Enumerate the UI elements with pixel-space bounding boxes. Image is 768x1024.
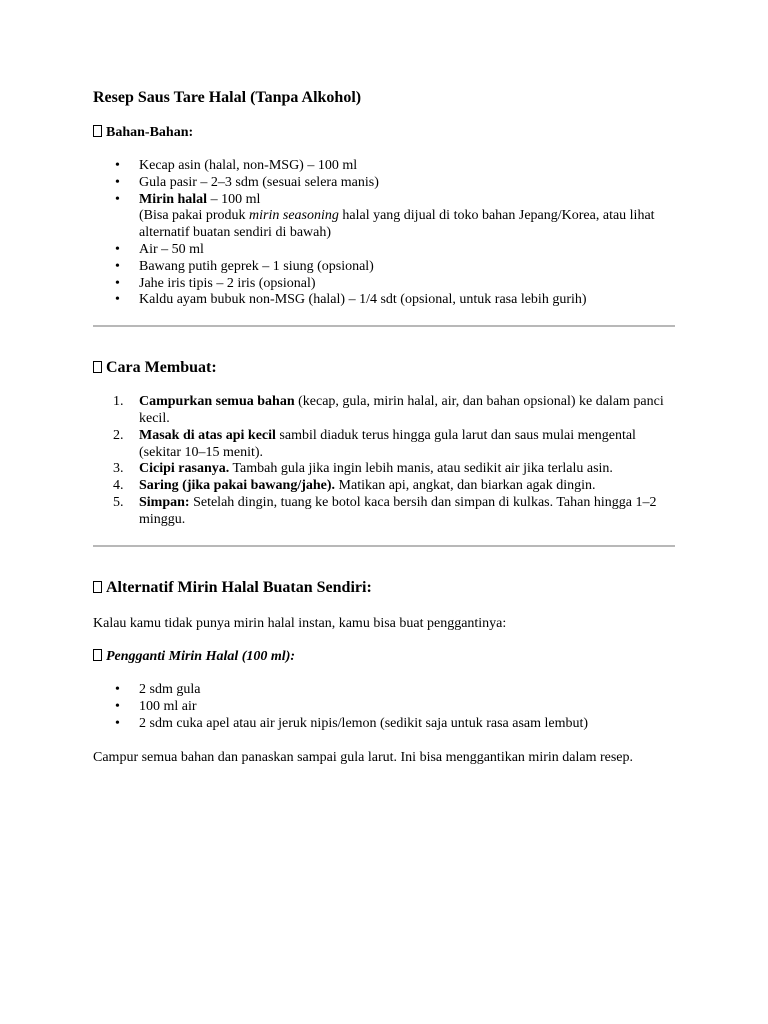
bullet-icon: •	[115, 158, 120, 173]
bullet-icon: •	[115, 275, 120, 291]
ingredient-text: Jahe iris tipis – 2 iris (opsional)	[139, 275, 316, 291]
bullet-icon: •	[115, 174, 120, 190]
alternative-closing: Campur semua bahan dan panaskan sampai gula larut. Ini bisa menggantikan mirin dalam resep.	[93, 749, 634, 765]
list-item	[93, 242, 675, 259]
list-item	[93, 461, 675, 478]
alternative-subheading	[93, 648, 675, 666]
method-steps	[93, 394, 675, 528]
ingredient-note: halal yang dijual di toko bahan Jepang/Korea, atau lihat alternatif buatan sendiri di bawah)	[139, 208, 655, 241]
list-item	[93, 682, 675, 699]
list-item	[93, 394, 675, 428]
list-item	[93, 495, 675, 529]
step-bold: Saring (jika pakai bawang/jahe).	[139, 478, 336, 494]
alternative-item-text: 2 sdm gula	[139, 682, 201, 698]
placeholder-glyph-icon	[93, 125, 102, 137]
ingredient-text: Air – 50 ml	[139, 241, 204, 257]
bullet-icon: •	[115, 699, 120, 715]
method-heading	[93, 358, 675, 378]
bullet-icon: •	[115, 292, 120, 308]
placeholder-glyph-icon	[93, 649, 102, 661]
step-number: 5.	[113, 494, 124, 510]
ingredient-text: Kecap asin (halal, non-MSG) – 100 ml	[139, 158, 358, 173]
ingredient-note-italic: mirin seasoning	[249, 208, 339, 224]
list-item	[93, 192, 675, 242]
ingredients-list	[93, 158, 675, 309]
method-heading-text: Cara Membuat:	[106, 359, 217, 377]
step-bold: Cicipi rasanya.	[139, 461, 230, 477]
step-text: (kecap, gula, mirin halal, air, dan bahan opsional) ke dalam panci kecil.	[139, 394, 664, 426]
list-item	[93, 292, 675, 309]
ingredients-heading	[93, 124, 675, 142]
list-item	[93, 175, 675, 192]
alternative-heading	[93, 578, 675, 598]
alternative-item-text: 100 ml air	[139, 699, 197, 715]
step-bold: Masak di atas api kecil	[139, 427, 276, 443]
bullet-icon: •	[115, 258, 120, 274]
step-number: 4.	[113, 478, 124, 494]
step-text: sambil diaduk terus hingga gula larut dan saus mulai mengental (sekitar 10–15 menit).	[139, 427, 636, 460]
step-number: 3.	[113, 461, 124, 477]
alternative-intro: Kalau kamu tidak punya mirin halal instan, kamu bisa buat penggantinya:	[93, 615, 507, 631]
list-item	[93, 158, 675, 175]
step-text: Setelah dingin, tuang ke botol kaca bersih dan simpan di kulkas. Tahan hingga 1–2 minggu.	[139, 494, 657, 527]
list-item	[93, 478, 675, 495]
list-item	[93, 716, 675, 733]
bullet-icon: •	[115, 715, 120, 731]
ingredient-text: – 100 ml	[207, 191, 261, 207]
placeholder-glyph-icon	[93, 361, 102, 373]
list-item	[93, 699, 675, 716]
step-bold: Campurkan semua bahan	[139, 394, 295, 410]
placeholder-glyph-icon	[93, 581, 102, 593]
divider	[93, 545, 675, 547]
ingredient-text: Gula pasir – 2–3 sdm (sesuai selera manis)	[139, 174, 379, 190]
alternative-heading-text: Alternatif Mirin Halal Buatan Sendiri:	[106, 578, 372, 596]
step-bold: Simpan:	[139, 494, 190, 510]
ingredient-text: Bawang putih geprek – 1 siung (opsional)	[139, 258, 374, 274]
step-text: Tambah gula jika ingin lebih manis, atau sedikit air jika terlalu asin.	[229, 461, 613, 477]
page-title: Resep Saus Tare Halal (Tanpa Alkohol)	[93, 89, 362, 106]
list-item	[93, 428, 675, 462]
alternative-item-text: 2 sdm cuka apel atau air jeruk nipis/lemon (sedikit saja untuk rasa asam lembut)	[139, 715, 589, 731]
step-text: Matikan api, angkat, dan biarkan agak dingin.	[335, 478, 596, 494]
step-number: 1.	[113, 394, 124, 410]
step-number: 2.	[113, 427, 124, 443]
ingredient-note: (Bisa pakai produk	[139, 208, 250, 224]
alternative-list	[93, 682, 675, 732]
list-item	[93, 276, 675, 293]
bullet-icon: •	[115, 241, 120, 257]
divider	[93, 325, 675, 327]
ingredient-bold: Mirin halal	[139, 191, 208, 207]
ingredients-heading-text: Bahan-Bahan:	[106, 125, 194, 140]
list-item	[93, 259, 675, 276]
bullet-icon: •	[115, 682, 120, 698]
bullet-icon: •	[115, 191, 120, 207]
document-content	[93, 88, 675, 767]
alternative-subheading-text: Pengganti Mirin Halal (100 ml):	[106, 649, 296, 665]
ingredient-text: Kaldu ayam bubuk non-MSG (halal) – 1/4 sdt (opsional, untuk rasa lebih gurih)	[139, 292, 587, 308]
